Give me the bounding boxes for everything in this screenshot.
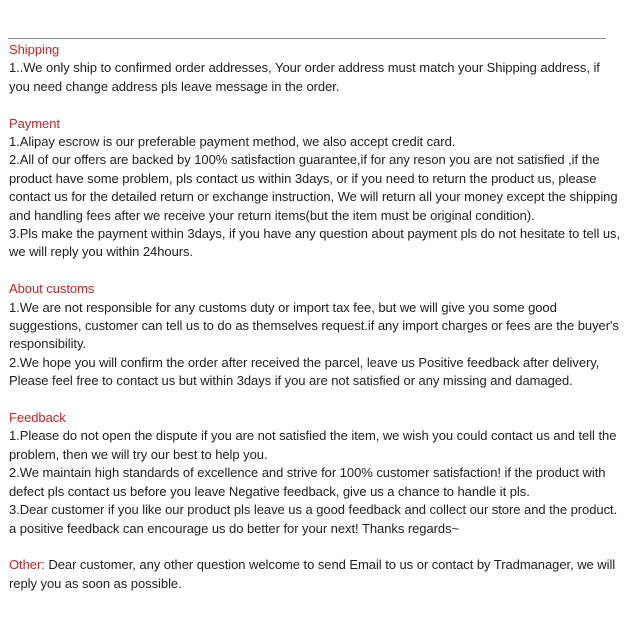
shipping-paragraph-1: 1..We only ship to confirmed order addresses, Your order address must match your Shipping address, if you need change address pls leave message in the order. [9, 60, 600, 94]
top-divider [8, 38, 606, 39]
section-heading-payment: Payment [9, 115, 60, 131]
other-paragraph [9, 556, 624, 593]
section-heading-customs: About customs [9, 281, 95, 297]
section-payment [9, 115, 624, 262]
payment-paragraph-1: 1.Alipay escrow is our preferable payment method, we also accept credit card. [9, 134, 456, 150]
feedback-paragraph-3: 3.Dear customer if you like our product pls leave us a good feedback and collect our store and the product. a positive feedback can encourage us do better for your next! Thanks regards~ [9, 502, 618, 536]
customs-paragraph-1: 1.We are not responsible for any customs duty or import tax fee, but we will give you some good suggestions, customer can tell us to do as themselves request.if any import charges or fees are the buyer's responsibility. [9, 299, 619, 352]
payment-paragraph-2: 2.All of our offers are backed by 100% satisfaction guarantee,if for any reson you are not satisfied ,if the product have some problem, pls contact us within 3days, or if you need to return the product us, please contact us for the detailed return or exchange instruction, We will return all your money except the shipping and handling fees after we receive your return items(but the item must be original condition). [9, 152, 618, 223]
feedback-paragraph-2: 2.We maintain high standards of excellence and strive for 100% customer satisfaction! if the product with defect pls contact us before you leave Negative feedback, give us a chance to handle it pls. [9, 465, 606, 499]
section-heading-shipping: Shipping [9, 42, 60, 57]
section-customs [9, 280, 624, 390]
section-heading-feedback: Feedback [9, 410, 66, 426]
customs-paragraph-2: 2.We hope you will confirm the order after received the parcel, leave us Positive feedback after delivery, Please feel free to contact us but within 3days if you are not satisfied or any missing and damaged. [9, 354, 600, 389]
section-shipping [9, 41, 624, 96]
other-text: Dear customer, any other question welcome to send Email to us or contact by Tradmanager, we will reply you as soon as possible. [9, 557, 616, 591]
section-feedback [9, 409, 624, 538]
payment-paragraph-3: 3.Pls make the payment within 3days, if you have any question about payment pls do not hesitate to tell us, we will reply you within 24hours. [9, 226, 621, 260]
policy-document [9, 41, 624, 593]
section-other [9, 556, 624, 593]
feedback-paragraph-1: 1.Please do not open the dispute if you are not satisfied the item, we wish you could contact us and tell the problem, then we will try our best to help you. [9, 428, 617, 462]
section-heading-other: Other: [9, 557, 45, 573]
